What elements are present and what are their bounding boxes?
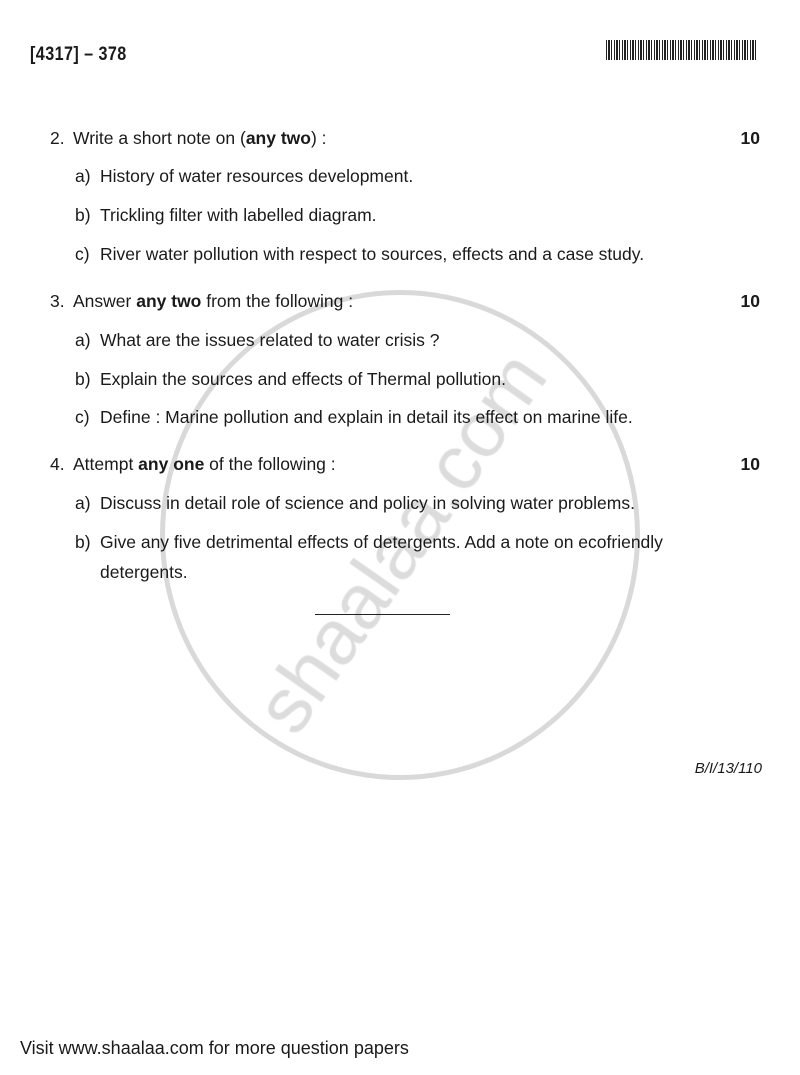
question-number: 3. — [50, 291, 65, 311]
item-label: c) — [75, 407, 90, 427]
item-text: What are the issues related to water crisis ? — [100, 330, 440, 350]
question-text: Attempt any one of the following : — [73, 454, 336, 474]
item-text: River water pollution with respect to sources, effects and a case study. — [100, 244, 645, 264]
item-label: a) — [75, 493, 91, 513]
footer-code: B/I/13/110 — [694, 760, 762, 777]
barcode — [606, 40, 758, 60]
paper-code: [4317] – 378 — [30, 44, 127, 65]
question-marks: 10 — [740, 128, 760, 148]
item-text: Trickling filter with labelled diagram. — [100, 205, 377, 225]
question-marks: 10 — [740, 454, 760, 474]
item-label: b) — [75, 205, 91, 225]
item-text: History of water resources development. — [100, 166, 414, 186]
item-label: c) — [75, 244, 90, 264]
item-text: Give any five detrimental effects of detergents. Add a note on ecofriendly — [100, 532, 663, 552]
question-text: Answer any two from the following : — [73, 291, 354, 311]
item-text: Explain the sources and effects of Thermal pollution. — [100, 369, 506, 389]
item-label: a) — [75, 166, 91, 186]
item-label: b) — [75, 532, 91, 552]
item-label: a) — [75, 330, 91, 350]
footer-note: Visit www.shaalaa.com for more question papers — [20, 1038, 409, 1058]
question-number: 4. — [50, 454, 65, 474]
item-text-continued: detergents. — [100, 562, 188, 582]
item-text: Discuss in detail role of science and policy in solving water problems. — [100, 493, 635, 513]
item-text: Define : Marine pollution and explain in detail its effect on marine life. — [100, 407, 633, 427]
question-number: 2. — [50, 128, 65, 148]
question-text: Write a short note on (any two) : — [73, 128, 327, 148]
end-rule — [315, 614, 450, 615]
item-label: b) — [75, 369, 91, 389]
question-marks: 10 — [740, 291, 760, 311]
